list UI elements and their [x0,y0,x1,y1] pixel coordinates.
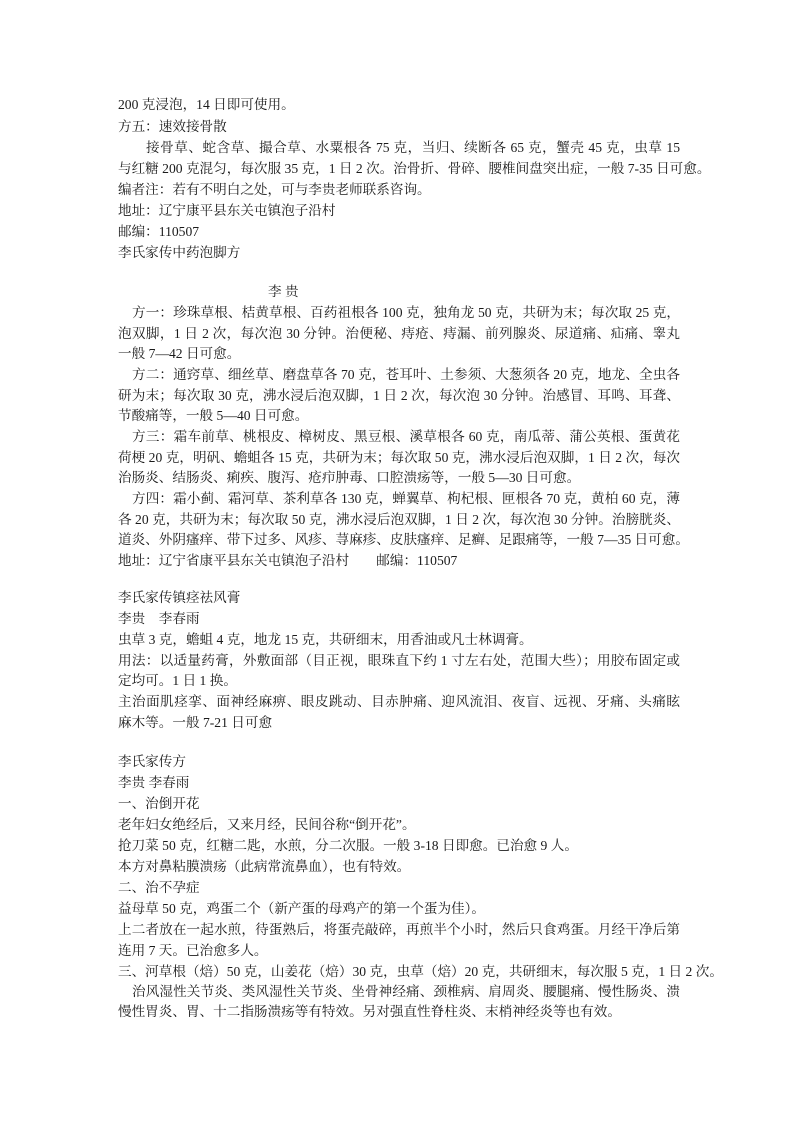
address: 地址：辽宁康平县东关屯镇泡子沿村 [118,203,336,218]
article-title: 李氏家传镇痉祛风膏 [118,590,241,605]
text-line: 定均可。1 日 1 换。 [118,673,237,688]
author: 李贵 李春雨 [118,611,200,626]
text-line: 治肠炎、结肠炎、痢疾、腹泻、疮疖肿毒、口腔溃疡等，一般 5—30 日可愈。 [118,470,581,485]
text-line: 方四：霜小蓟、霜河草、茶利草各 130 克，蝉翼草、枸杞根、匣根各 70 克，黄柏 60 克，薄 [132,491,680,506]
text-line: 与红糖 200 克混匀，每次服 35 克，1 日 2 次。治骨折、骨碎、腰椎间盘突出症，一般 7-35 日可愈。 [118,161,711,176]
text-line: 三、河草根（焙）50 克，山姜花（焙）30 克，虫草（焙）20 克，共研细末，每次服 5 克，1 日 2 次。 [118,964,723,979]
text-line: 本方对鼻粘膜溃疡（此病常流鼻血），也有特效。 [118,859,411,874]
postcode: 邮编：110507 [118,224,200,239]
text-line: 方二：通窍草、细丝草、磨盘草各 70 克，苍耳叶、土参须、大葱须各 20 克，地龙、全虫各 [132,367,680,382]
section-heading: 二、治不孕症 [118,880,200,895]
text-line: 方三：霜车前草、桃根皮、樟树皮、黑豆根、溪草根各 60 克，南瓜蒂、蒲公英根、蛋黄花 [132,429,680,444]
text-line: 研为末；每次取 30 克，沸水浸后泡双脚，1 日 2 次，每次泡 30 分钟。治感冒、耳鸣、耳聋、 [118,388,680,403]
text-line: 方一：珍珠草根、桔黄草根、百药祖根各 100 克，独角龙 50 克，共研为末；每次取 25 克， [132,305,680,320]
article-title: 李氏家传方 [118,754,186,769]
text-line: 抢刀菜 50 克，红糖二匙，水煎，分二次服。一般 3-18 日即愈。已治愈 9 人。 [118,838,578,853]
section-heading: 方五：速效接骨散 [118,119,227,134]
article-title: 李氏家传中药泡脚方 [118,245,241,260]
text-line: 接骨草、蛇含草、撮合草、水粟根各 75 克，当归、续断各 65 克，蟹壳 45 克，虫草 15 [146,140,680,155]
text-line: 上二者放在一起水煎，待蛋熟后，将蛋壳敲碎，再煎半个小时，然后只食鸡蛋。月经干净后第 [118,922,680,937]
text-line: 慢性胃炎、胃、十二指肠溃疡等有特效。另对强直性脊柱炎、末梢神经炎等也有效。 [118,1004,621,1019]
text-line: 治风湿性关节炎、类风湿性关节炎、坐骨神经痛、颈椎病、肩周炎、腰腿痛、慢性肠炎、溃 [132,984,680,999]
section-heading: 一、治倒开花 [118,796,200,811]
text-line: 用法：以适量药膏，外敷面部（目正视，眼珠直下约 1 寸左右处，范围大些）；用胶布固定或 [118,653,680,668]
text-line: 荷梗 20 克，明矾、蟾蛆各 15 克，共研为末；每次取 50 克，沸水浸后泡双脚，1 日 2 次，每次 [118,450,680,465]
address: 地址：辽宁省康平县东关屯镇泡子沿村 邮编：110507 [118,553,458,568]
author: 李 贵 [268,284,299,299]
text-line: 泡双脚，1 日 2 次，每次泡 30 分钟。治便秘、痔疮、痔漏、前列腺炎、尿道痛、疝痛、睾丸 [118,326,680,341]
editor-note: 编者注：若有不明白之处，可与李贵老师联系咨询。 [118,182,431,197]
text-line: 连用 7 天。已治愈多人。 [118,943,268,958]
text-line: 各 20 克，共研为末；每次取 50 克，沸水浸后泡双脚，1 日 2 次，每次泡 30 分钟。治膀胱炎、 [118,512,680,527]
text-line: 一般 7—42 日可愈。 [118,346,241,361]
text-line: 虫草 3 克，蟾蛆 4 克，地龙 15 克，共研细末，用香油或凡士林调膏。 [118,632,533,647]
text-line: 麻木等。一般 7-21 日可愈 [118,715,273,730]
text-line: 主治面肌痉挛、面神经麻痹、眼皮跳动、目赤肿痛、迎风流泪、夜盲、远视、牙痛、头痛眩 [118,694,680,709]
author: 李贵 李春雨 [118,775,190,790]
text-line: 老年妇女绝经后，又来月经，民间谷称“倒开花”。 [118,817,416,832]
text-line: 益母草 50 克，鸡蛋二个（新产蛋的母鸡产的第一个蛋为佳）。 [118,901,486,916]
text-line: 道炎、外阴瘙痒、带下过多、风疹、荨麻疹、皮肤瘙痒、足癣、足跟痛等，一般 7—35 日可愈。 [118,532,689,547]
text-line: 200 克浸泡，14 日即可使用。 [118,97,295,112]
text-line: 节酸痛等，一般 5—40 日可愈。 [118,408,309,423]
